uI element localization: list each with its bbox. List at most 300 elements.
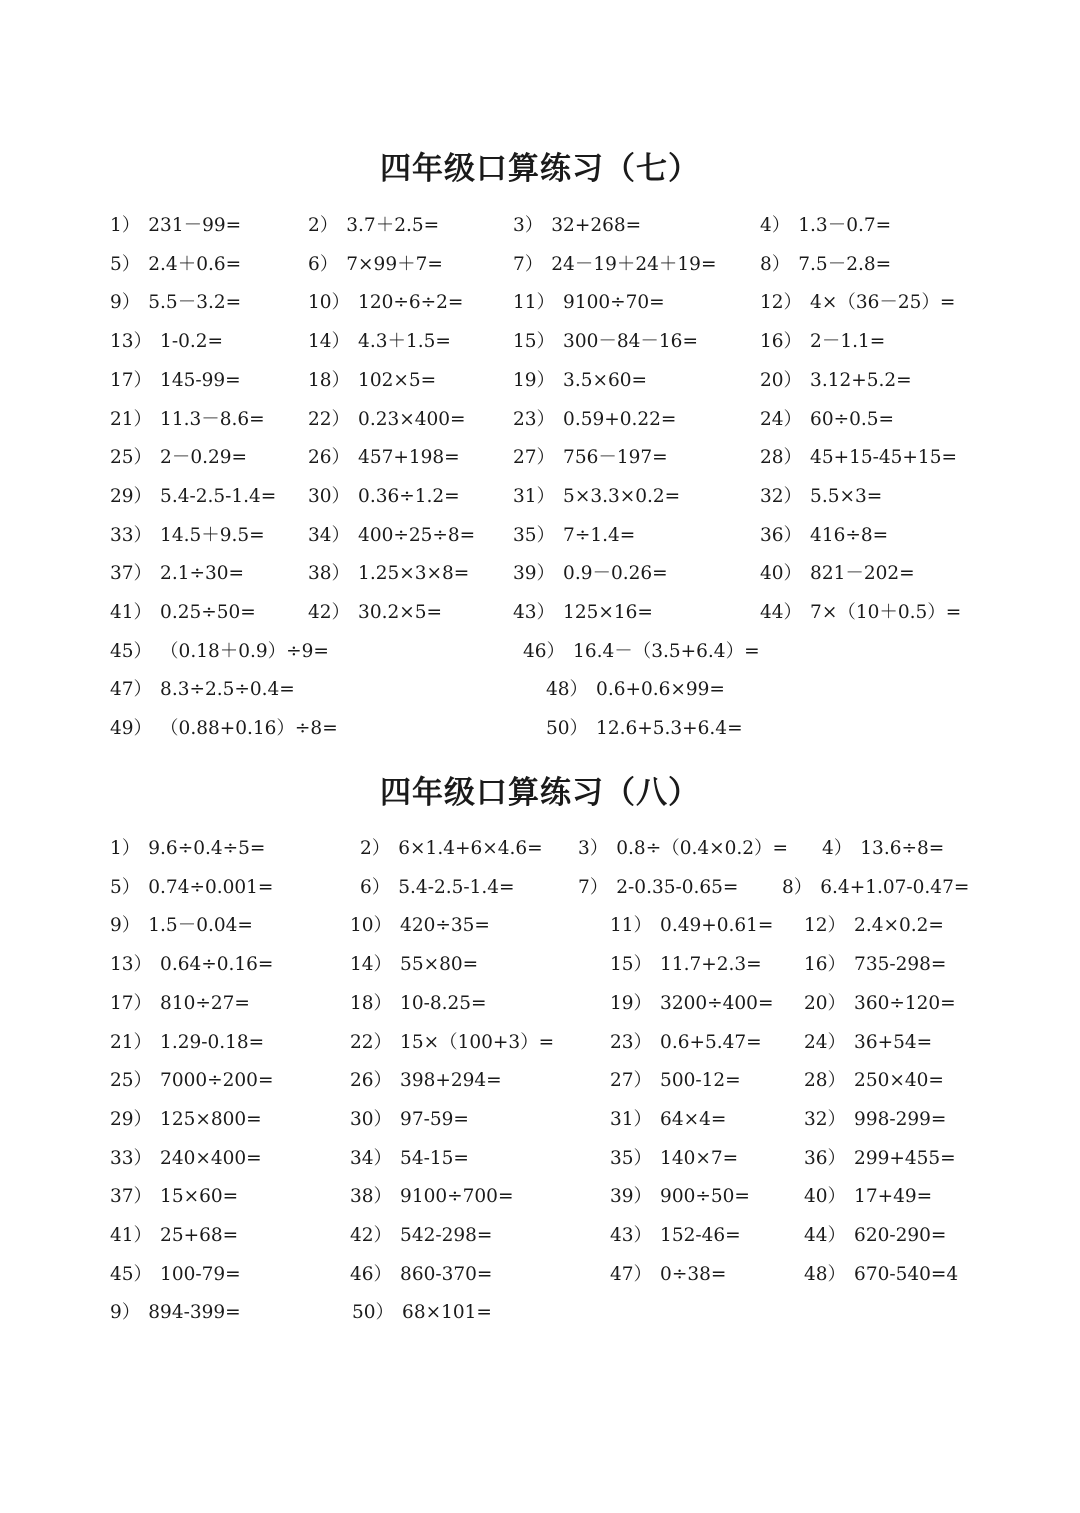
- problem-row: [0, 950, 1080, 980]
- problem-expression: 620-290=: [854, 1225, 947, 1246]
- problem-item: [513, 443, 668, 473]
- problem-item: [760, 211, 891, 241]
- problem-expression: 125×800=: [160, 1108, 262, 1130]
- problem-expression: 300－84－16=: [563, 331, 698, 353]
- problem-item: [110, 521, 265, 551]
- problem-item: [350, 1182, 513, 1212]
- problem-number: 50）: [352, 1302, 395, 1324]
- problem-expression: 4×（36－25）=: [810, 292, 956, 314]
- problem-item: [110, 598, 256, 628]
- problem-item: [350, 1144, 469, 1174]
- problem-expression: 416÷8=: [810, 524, 889, 546]
- problem-number: 36）: [760, 524, 803, 546]
- problem-number: 12）: [804, 915, 847, 937]
- problem-expression: 4.3＋1.5=: [358, 331, 451, 353]
- problem-expression: 240×400=: [160, 1147, 262, 1169]
- problem-row: [0, 482, 1080, 512]
- problem-item: [110, 873, 273, 903]
- problem-number: 5）: [110, 253, 141, 275]
- problem-item: [610, 989, 773, 1019]
- problem-item: [610, 1182, 750, 1212]
- problem-item: [760, 521, 888, 551]
- problem-item: [110, 1105, 262, 1135]
- problem-item: [578, 873, 738, 903]
- problem-row: [0, 1221, 1080, 1251]
- problem-expression: 998-299=: [854, 1108, 947, 1130]
- problem-number: 36）: [804, 1147, 847, 1169]
- problem-expression: 145-99=: [160, 369, 241, 391]
- problem-item: [308, 250, 443, 280]
- problem-item: [513, 366, 647, 396]
- problem-expression: 6×1.4+6×4.6=: [398, 838, 543, 859]
- problem-item: [513, 288, 665, 318]
- problem-item: [308, 598, 442, 628]
- problem-number: 37）: [110, 1186, 153, 1208]
- problem-number: 44）: [804, 1225, 847, 1246]
- problem-number: 16）: [760, 331, 803, 353]
- problem-item: [782, 873, 969, 903]
- problem-expression: 0.49+0.61=: [660, 915, 774, 937]
- problem-expression: 6.4+1.07-0.47=: [820, 876, 970, 898]
- problem-expression: （0.88+0.16）÷8=: [160, 718, 338, 740]
- problem-expression: 13.6÷8=: [860, 838, 945, 859]
- problem-expression: 14.5＋9.5=: [160, 524, 265, 546]
- problem-expression: 152-46=: [660, 1225, 741, 1246]
- problem-number: 18）: [350, 992, 393, 1014]
- problem-expression: 54-15=: [400, 1147, 469, 1169]
- problem-item: [513, 327, 698, 357]
- problem-row: [0, 1028, 1080, 1058]
- problem-number: 10）: [308, 292, 351, 314]
- problem-item: [350, 989, 487, 1019]
- problem-item: [513, 482, 680, 512]
- problem-number: 46）: [350, 1263, 393, 1285]
- problem-expression: 12.6+5.3+6.4=: [596, 718, 743, 740]
- problem-number: 32）: [760, 485, 803, 507]
- problem-expression: 231－99=: [148, 215, 242, 236]
- problem-expression: 7×（10＋0.5）=: [810, 602, 962, 623]
- problem-row: [0, 911, 1080, 941]
- worksheet-8-title: 四年级口算练习（八）: [380, 775, 700, 811]
- problem-expression: 17+49=: [854, 1186, 933, 1208]
- problem-item: [110, 637, 329, 667]
- problem-expression: 1.3－0.7=: [798, 215, 892, 236]
- problem-expression: 821－202=: [810, 563, 915, 585]
- problem-item: [110, 834, 265, 864]
- problem-expression: 0.59+0.22=: [563, 408, 677, 430]
- problem-expression: 3.7＋2.5=: [346, 215, 440, 236]
- problem-expression: 9.6÷0.4÷5=: [148, 838, 266, 859]
- problem-item: [308, 211, 439, 241]
- problem-number: 45）: [110, 1263, 153, 1285]
- problem-row: [0, 443, 1080, 473]
- problem-item: [760, 405, 894, 435]
- problem-number: 14）: [350, 954, 393, 976]
- problem-expression: 5×3.3×0.2=: [563, 485, 681, 507]
- problem-number: 10）: [350, 915, 393, 937]
- problem-item: [308, 405, 466, 435]
- problem-expression: 860-370=: [400, 1263, 493, 1285]
- problem-item: [610, 1260, 726, 1290]
- problem-number: 34）: [308, 524, 351, 546]
- problem-expression: 11.3－8.6=: [160, 408, 265, 430]
- problem-expression: 140×7=: [660, 1147, 739, 1169]
- problem-number: 5）: [110, 876, 141, 898]
- problem-row: [0, 366, 1080, 396]
- problem-item: [110, 950, 273, 980]
- problem-number: 37）: [110, 563, 153, 585]
- problem-expression: 420÷35=: [400, 915, 490, 937]
- problem-expression: 900÷50=: [660, 1186, 750, 1208]
- problem-expression: 1-0.2=: [160, 331, 223, 353]
- problem-item: [110, 559, 244, 589]
- problem-number: 17）: [110, 992, 153, 1014]
- problem-expression: 457+198=: [358, 447, 460, 469]
- problem-number: 40）: [804, 1186, 847, 1208]
- problem-row: [0, 1144, 1080, 1174]
- problem-expression: 1.5－0.04=: [148, 915, 253, 937]
- problem-item: [110, 1260, 241, 1290]
- problem-expression: 500-12=: [660, 1070, 741, 1092]
- problem-number: 9）: [110, 915, 141, 937]
- problem-number: 20）: [760, 369, 803, 391]
- problem-item: [360, 834, 543, 864]
- problem-expression: 2－1.1=: [810, 331, 886, 353]
- problem-row: [0, 637, 1080, 667]
- problem-expression: 0.64÷0.16=: [160, 954, 274, 976]
- problem-expression: 735-298=: [854, 954, 947, 976]
- problem-number: 28）: [804, 1070, 847, 1092]
- problem-number: 48）: [804, 1263, 847, 1285]
- problem-row: [0, 211, 1080, 241]
- problem-expression: 60÷0.5=: [810, 408, 895, 430]
- problem-item: [610, 1105, 726, 1135]
- problem-item: [110, 675, 295, 705]
- problem-item: [308, 559, 469, 589]
- problem-number: 15）: [610, 954, 653, 976]
- problem-row: [0, 250, 1080, 280]
- problem-number: 11）: [513, 292, 556, 314]
- problem-number: 23）: [513, 408, 556, 430]
- problem-number: 16）: [804, 954, 847, 976]
- problem-expression: 5.5×3=: [810, 485, 883, 507]
- problem-expression: 0.23×400=: [358, 408, 466, 430]
- problem-item: [513, 521, 635, 551]
- problem-item: [610, 950, 762, 980]
- problem-expression: 55×80=: [400, 954, 479, 976]
- problem-number: 26）: [350, 1070, 393, 1092]
- problem-number: 31）: [513, 485, 556, 507]
- problem-item: [523, 637, 760, 667]
- problem-item: [804, 1182, 932, 1212]
- problem-expression: 36+54=: [854, 1031, 933, 1053]
- problem-item: [513, 405, 676, 435]
- problem-item: [760, 250, 891, 280]
- problem-item: [804, 911, 944, 941]
- problem-item: [110, 405, 265, 435]
- problem-row: [0, 559, 1080, 589]
- problem-number: 23）: [610, 1031, 653, 1053]
- problem-expression: 894-399=: [148, 1302, 241, 1324]
- problem-number: 1）: [110, 838, 141, 859]
- problem-item: [760, 482, 882, 512]
- problem-item: [110, 327, 223, 357]
- problem-number: 48）: [546, 679, 589, 701]
- problem-expression: 1.25×3×8=: [358, 563, 470, 585]
- problem-item: [804, 1260, 958, 1290]
- problem-expression: 299+455=: [854, 1147, 956, 1169]
- problem-item: [110, 288, 241, 318]
- problem-number: 2）: [308, 215, 339, 236]
- problem-expression: 16.4－（3.5+6.4）=: [573, 640, 760, 662]
- problem-item: [760, 559, 915, 589]
- problem-expression: 0.6+5.47=: [660, 1031, 762, 1053]
- problem-number: 38）: [350, 1186, 393, 1208]
- problem-expression: 11.7+2.3=: [660, 954, 762, 976]
- problem-item: [350, 1028, 554, 1058]
- problem-row: [0, 675, 1080, 705]
- problem-expression: 3.5×60=: [563, 369, 648, 391]
- problem-item: [308, 327, 451, 357]
- problem-expression: 15×60=: [160, 1186, 239, 1208]
- problem-expression: 64×4=: [660, 1108, 727, 1130]
- problem-number: 50）: [546, 718, 589, 740]
- problem-number: 43）: [513, 602, 556, 623]
- problem-number: 13）: [110, 331, 153, 353]
- problem-number: 33）: [110, 524, 153, 546]
- problem-number: 1）: [110, 215, 141, 236]
- problem-number: 2）: [360, 838, 391, 859]
- problem-number: 7）: [513, 253, 544, 275]
- problem-item: [110, 211, 241, 241]
- problem-expression: 0.6+0.6×99=: [596, 679, 725, 701]
- problem-item: [610, 1028, 762, 1058]
- problem-number: 46）: [523, 640, 566, 662]
- problem-expression: 2-0.35-0.65=: [616, 876, 739, 898]
- problem-number: 6）: [308, 253, 339, 275]
- problem-item: [110, 1066, 273, 1096]
- problem-item: [804, 1028, 932, 1058]
- problem-expression: 400÷25÷8=: [358, 524, 476, 546]
- problem-number: 24）: [804, 1031, 847, 1053]
- problem-item: [578, 834, 788, 864]
- problem-expression: 2－0.29=: [160, 447, 248, 469]
- problem-number: 27）: [610, 1070, 653, 1092]
- problem-item: [760, 598, 961, 628]
- problem-item: [110, 1144, 262, 1174]
- problem-item: [110, 482, 276, 512]
- problem-expression: 102×5=: [358, 369, 437, 391]
- problem-number: 30）: [308, 485, 351, 507]
- problem-number: 25）: [110, 447, 153, 469]
- problem-expression: 0.8÷（0.4×0.2）=: [616, 838, 789, 859]
- problem-item: [110, 1221, 238, 1251]
- problem-item: [760, 288, 955, 318]
- problem-expression: 542-298=: [400, 1225, 493, 1246]
- problem-number: 20）: [804, 992, 847, 1014]
- problem-expression: 32+268=: [551, 215, 642, 236]
- problem-item: [513, 598, 653, 628]
- problem-item: [350, 1221, 492, 1251]
- problem-item: [110, 714, 338, 744]
- problem-item: [350, 1066, 502, 1096]
- problem-expression: 9100÷700=: [400, 1186, 514, 1208]
- problem-expression: 10-8.25=: [400, 992, 487, 1014]
- problem-item: [546, 675, 725, 705]
- problem-number: 19）: [513, 369, 556, 391]
- problem-number: 7）: [578, 876, 609, 898]
- problem-number: 25）: [110, 1070, 153, 1092]
- problem-expression: 670-540=4: [854, 1263, 959, 1285]
- problem-number: 39）: [513, 563, 556, 585]
- problem-expression: 120÷6÷2=: [358, 292, 464, 314]
- problem-row: [0, 834, 1080, 864]
- problem-number: 30）: [350, 1108, 393, 1130]
- problem-number: 8）: [760, 253, 791, 275]
- problem-number: 38）: [308, 563, 351, 585]
- problem-expression: 0.74÷0.001=: [148, 876, 274, 898]
- problem-number: 47）: [610, 1263, 653, 1285]
- problem-item: [760, 443, 957, 473]
- problem-number: 4）: [760, 215, 791, 236]
- problem-expression: 24－19＋24＋19=: [551, 253, 717, 275]
- problem-number: 43）: [610, 1225, 653, 1246]
- problem-number: 45）: [110, 640, 153, 662]
- problem-expression: 25+68=: [160, 1225, 239, 1246]
- problem-number: 26）: [308, 447, 351, 469]
- problem-item: [513, 211, 641, 241]
- problem-row: [0, 1182, 1080, 1212]
- problem-expression: 30.2×5=: [358, 602, 443, 623]
- problem-item: [804, 1105, 946, 1135]
- problem-number: 19）: [610, 992, 653, 1014]
- problem-number: 11）: [610, 915, 653, 937]
- problem-item: [110, 250, 241, 280]
- problem-item: [308, 288, 463, 318]
- problem-item: [110, 1182, 238, 1212]
- problem-item: [350, 1260, 492, 1290]
- problem-item: [610, 1066, 741, 1096]
- problem-expression: 125×16=: [563, 602, 653, 623]
- problem-number: 44）: [760, 602, 803, 623]
- problem-number: 21）: [110, 1031, 153, 1053]
- problem-item: [804, 1066, 944, 1096]
- problem-expression: 810÷27=: [160, 992, 250, 1014]
- problem-row: [0, 873, 1080, 903]
- problem-item: [804, 1144, 956, 1174]
- problem-item: [513, 559, 668, 589]
- problem-row: [0, 1066, 1080, 1096]
- worksheet-7-title: 四年级口算练习（七）: [380, 151, 700, 187]
- problem-number: 22）: [308, 408, 351, 430]
- problem-item: [350, 911, 490, 941]
- problem-number: 3）: [513, 215, 544, 236]
- problem-expression: 5.5－3.2=: [148, 292, 242, 314]
- problem-number: 8）: [782, 876, 813, 898]
- problem-number: 35）: [513, 524, 556, 546]
- problem-expression: 8.3÷2.5÷0.4=: [160, 679, 295, 701]
- problem-item: [308, 521, 475, 551]
- problem-expression: 3200÷400=: [660, 992, 774, 1014]
- problem-expression: 15×（100+3）=: [400, 1031, 555, 1053]
- problem-number: 33）: [110, 1147, 153, 1169]
- problem-number: 47）: [110, 679, 153, 701]
- problem-row: [0, 1105, 1080, 1135]
- problem-item: [804, 989, 956, 1019]
- problem-item: [308, 443, 460, 473]
- problem-number: 15）: [513, 331, 556, 353]
- problem-number: 41）: [110, 602, 153, 623]
- problem-number: 35）: [610, 1147, 653, 1169]
- problem-expression: 360÷120=: [854, 992, 956, 1014]
- problem-item: [610, 1221, 741, 1251]
- problem-row: [0, 1298, 1080, 1328]
- problem-expression: 0÷38=: [660, 1263, 727, 1285]
- problem-item: [760, 366, 912, 396]
- problem-expression: 2.1÷30=: [160, 563, 245, 585]
- problem-number: 27）: [513, 447, 556, 469]
- problem-item: [110, 1028, 264, 1058]
- problem-row: [0, 327, 1080, 357]
- problem-expression: 0.25÷50=: [160, 602, 256, 623]
- problem-number: 24）: [760, 408, 803, 430]
- problem-expression: 756－197=: [563, 447, 668, 469]
- problem-row: [0, 521, 1080, 551]
- problem-row: [0, 598, 1080, 628]
- problem-item: [804, 950, 946, 980]
- problem-number: 42）: [308, 602, 351, 623]
- problem-number: 6）: [360, 876, 391, 898]
- problem-number: 21）: [110, 408, 153, 430]
- problem-item: [610, 911, 773, 941]
- problem-number: 42）: [350, 1225, 393, 1246]
- problem-number: 18）: [308, 369, 351, 391]
- problem-number: 4）: [822, 838, 853, 859]
- problem-number: 22）: [350, 1031, 393, 1053]
- problem-expression: 398+294=: [400, 1070, 502, 1092]
- problem-number: 31）: [610, 1108, 653, 1130]
- problem-expression: 5.4-2.5-1.4=: [160, 485, 277, 507]
- problem-item: [610, 1144, 738, 1174]
- problem-expression: 0.36÷1.2=: [358, 485, 460, 507]
- problem-item: [804, 1221, 946, 1251]
- problem-number: 39）: [610, 1186, 653, 1208]
- problem-item: [350, 1105, 469, 1135]
- problem-number: 9）: [110, 1302, 141, 1324]
- problem-item: [110, 443, 247, 473]
- problem-item: [110, 911, 253, 941]
- problem-expression: 3.12+5.2=: [810, 369, 912, 391]
- problem-number: 34）: [350, 1147, 393, 1169]
- problem-number: 9）: [110, 292, 141, 314]
- problem-number: 13）: [110, 954, 153, 976]
- problem-number: 28）: [760, 447, 803, 469]
- problem-item: [822, 834, 944, 864]
- problem-expression: 7.5－2.8=: [798, 253, 892, 275]
- problem-number: 29）: [110, 485, 153, 507]
- problem-expression: 9100÷70=: [563, 292, 665, 314]
- problem-expression: 45+15-45+15=: [810, 447, 957, 469]
- problem-item: [760, 327, 885, 357]
- problem-number: 12）: [760, 292, 803, 314]
- problem-expression: 1.29-0.18=: [160, 1031, 265, 1053]
- problem-item: [110, 1298, 241, 1328]
- problem-expression: 2.4×0.2=: [854, 915, 944, 937]
- problem-number: 41）: [110, 1225, 153, 1246]
- problem-item: [350, 950, 478, 980]
- problem-number: 14）: [308, 331, 351, 353]
- problem-row: [0, 1260, 1080, 1290]
